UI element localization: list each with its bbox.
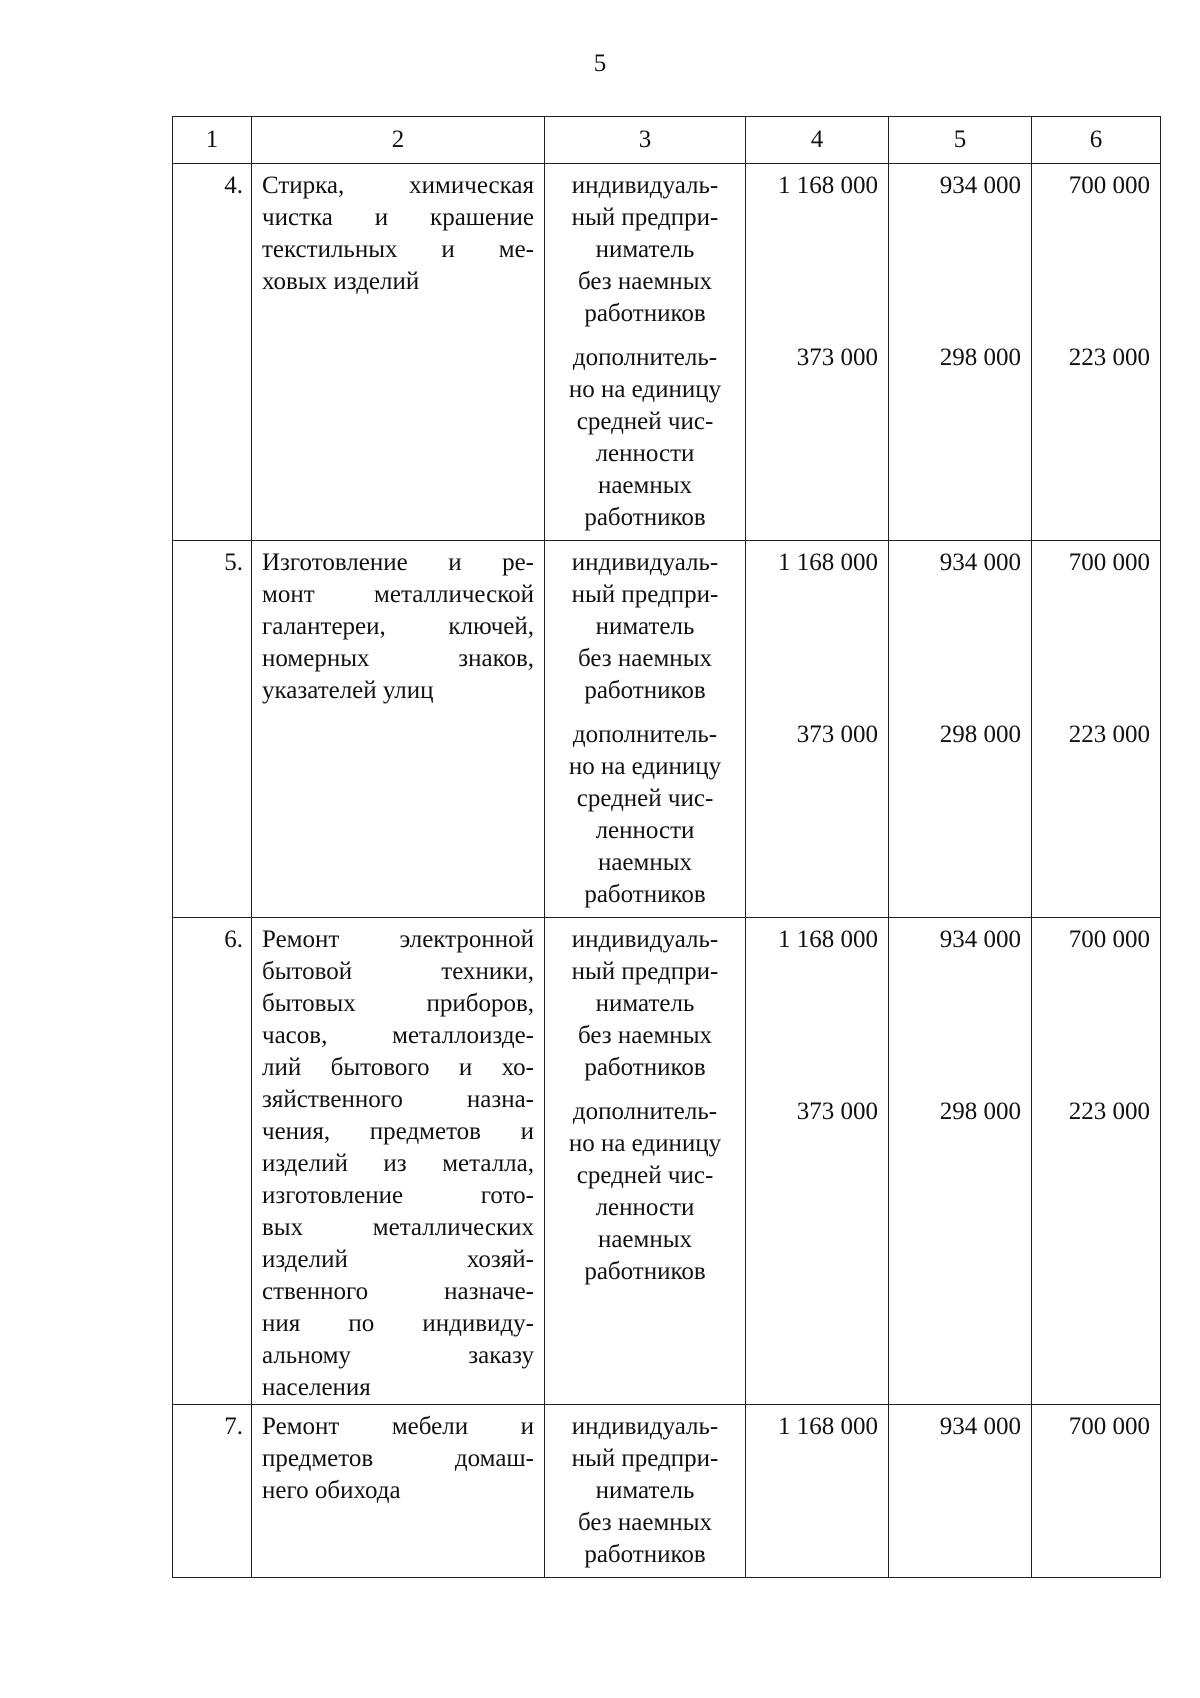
service-name-line: предметов домаш-	[262, 1445, 534, 1472]
rate-value: 934 000	[939, 1413, 1021, 1440]
category-line: но на единицу	[568, 376, 722, 403]
service-name-line: населения	[262, 1374, 371, 1401]
category-line: ный предпри-	[571, 958, 719, 985]
service-name	[252, 164, 545, 541]
category-line: ниматель	[595, 1477, 695, 1504]
category-line: работников	[584, 677, 706, 704]
category-line: индивидуаль-	[571, 1413, 719, 1440]
table-row	[173, 541, 1161, 918]
rate-value: 700 000	[1068, 1413, 1150, 1440]
rate-value: 934 000	[939, 926, 1021, 953]
service-name-line: ния по индивиду-	[262, 1310, 534, 1337]
service-name-line: указателей улиц	[262, 677, 434, 704]
category-label	[545, 336, 745, 540]
category-line: ленности	[595, 440, 695, 467]
rate-value: 1 168 000	[778, 172, 878, 199]
category-line: индивидуаль-	[571, 172, 719, 199]
service-name-line: ственного назначе-	[262, 1278, 534, 1305]
value-col-6	[1032, 164, 1161, 541]
rate-value: 700 000	[1068, 172, 1150, 199]
rate-value: 373 000	[796, 1098, 878, 1125]
category-line: но на единицу	[568, 753, 722, 780]
category-line: ный предпри-	[571, 204, 719, 231]
rate-value: 373 000	[796, 344, 878, 371]
service-name-line: монт металлической	[262, 581, 534, 608]
value-col-4	[746, 1405, 889, 1578]
service-name	[252, 541, 545, 918]
value-col-6	[1032, 541, 1161, 918]
service-name	[252, 918, 545, 1405]
rate-value: 1 168 000	[778, 926, 878, 953]
category-line: наемных	[597, 1226, 693, 1253]
rate-value: 934 000	[939, 549, 1021, 576]
value-col-5	[889, 918, 1032, 1405]
category-line: но на единицу	[568, 1130, 722, 1157]
category-label	[545, 541, 745, 713]
tariff-table	[172, 116, 1161, 1578]
value-col-5	[889, 164, 1032, 541]
category-line: работников	[584, 1541, 706, 1568]
rate-value: 298 000	[939, 344, 1021, 371]
row-number: 4.	[173, 164, 252, 541]
category-line: без наемных	[578, 645, 712, 672]
rate-value: 934 000	[939, 172, 1021, 199]
category-line: ленности	[595, 817, 695, 844]
row-number: 5.	[173, 541, 252, 918]
category-label	[545, 1405, 745, 1577]
service-name-line: Изготовление и ре-	[262, 549, 534, 576]
rate-value: 298 000	[939, 1098, 1021, 1125]
service-name-line: изделий хозяй-	[262, 1246, 534, 1273]
service-name-line: часов, металлоизде-	[262, 1022, 534, 1049]
table-row	[173, 1405, 1161, 1578]
category-line: ный предпри-	[571, 581, 719, 608]
category-line: работников	[584, 1258, 706, 1285]
service-name-line: ховых изделий	[262, 268, 420, 295]
value-col-6	[1032, 918, 1161, 1405]
category-cell	[545, 164, 746, 541]
category-line: наемных	[597, 849, 693, 876]
header-cell: 3	[545, 117, 746, 164]
value-col-6	[1032, 1405, 1161, 1578]
service-name-line: чения, предметов и	[262, 1118, 534, 1145]
category-line: индивидуаль-	[571, 549, 719, 576]
table-header-row	[173, 117, 1161, 164]
category-line: дополнитель-	[572, 721, 718, 748]
table-row	[173, 918, 1161, 1405]
category-line: ниматель	[595, 236, 695, 263]
rate-value: 373 000	[796, 721, 878, 748]
category-line: дополнитель-	[572, 344, 718, 371]
rate-value: 298 000	[939, 721, 1021, 748]
value-col-5	[889, 541, 1032, 918]
table-body	[173, 164, 1161, 1578]
rate-value: 223 000	[1068, 1098, 1150, 1125]
category-line: ленности	[595, 1194, 695, 1221]
category-line: индивидуаль-	[571, 926, 719, 953]
service-name-line: изделий из металла,	[262, 1150, 534, 1177]
service-name-line: вых металлических	[262, 1214, 534, 1241]
category-cell	[545, 918, 746, 1405]
rate-value: 223 000	[1068, 721, 1150, 748]
category-label	[545, 1090, 745, 1294]
value-col-4	[746, 164, 889, 541]
category-line: средней чис-	[576, 408, 714, 435]
category-line: средней чис-	[576, 1162, 714, 1189]
category-cell	[545, 541, 746, 918]
category-line: без наемных	[578, 1022, 712, 1049]
header-cell: 1	[173, 117, 252, 164]
service-name-line: изготовление гото-	[262, 1182, 534, 1209]
service-name-line: лий бытового и хо-	[262, 1054, 534, 1081]
rate-value: 223 000	[1068, 344, 1150, 371]
category-line: работников	[584, 1054, 706, 1081]
service-name-line: зяйственного назна-	[262, 1086, 534, 1113]
value-col-4	[746, 918, 889, 1405]
header-cell: 4	[746, 117, 889, 164]
category-cell	[545, 1405, 746, 1578]
category-line: ниматель	[595, 613, 695, 640]
service-name-line: альному заказу	[262, 1342, 534, 1369]
service-name-line: Стирка, химическая	[262, 172, 534, 199]
rate-value: 700 000	[1068, 549, 1150, 576]
service-name-line: Ремонт электронной	[262, 926, 534, 953]
rate-value: 700 000	[1068, 926, 1150, 953]
category-line: работников	[584, 881, 706, 908]
service-name-line: бытовой техники,	[262, 958, 534, 985]
category-line: средней чис-	[576, 785, 714, 812]
service-name-line: галантереи, ключей,	[262, 613, 534, 640]
header-cell: 5	[889, 117, 1032, 164]
service-name-line: текстильных и ме-	[262, 236, 534, 263]
category-label	[545, 918, 745, 1090]
header-cell: 2	[252, 117, 545, 164]
service-name	[252, 1405, 545, 1578]
header-cell: 6	[1032, 117, 1161, 164]
service-name-line: чистка и крашение	[262, 204, 534, 231]
service-name-line: бытовых приборов,	[262, 990, 534, 1017]
category-line: без наемных	[578, 1509, 712, 1536]
page-number: 5	[593, 50, 607, 77]
rate-value: 1 168 000	[778, 1413, 878, 1440]
category-line: дополнитель-	[572, 1098, 718, 1125]
category-line: ный предпри-	[571, 1445, 719, 1472]
value-col-5	[889, 1405, 1032, 1578]
service-name-line: номерных знаков,	[262, 645, 534, 672]
table-row	[173, 164, 1161, 541]
category-line: наемных	[597, 472, 693, 499]
service-name-line: него обихода	[262, 1477, 401, 1504]
service-name-line: Ремонт мебели и	[262, 1413, 534, 1440]
category-label	[545, 713, 745, 917]
row-number: 7.	[173, 1405, 252, 1578]
category-line: работников	[584, 504, 706, 531]
category-line: без наемных	[578, 268, 712, 295]
rate-value: 1 168 000	[778, 549, 878, 576]
row-number: 6.	[173, 918, 252, 1405]
category-line: работников	[584, 300, 706, 327]
category-label	[545, 164, 745, 336]
category-line: ниматель	[595, 990, 695, 1017]
value-col-4	[746, 541, 889, 918]
